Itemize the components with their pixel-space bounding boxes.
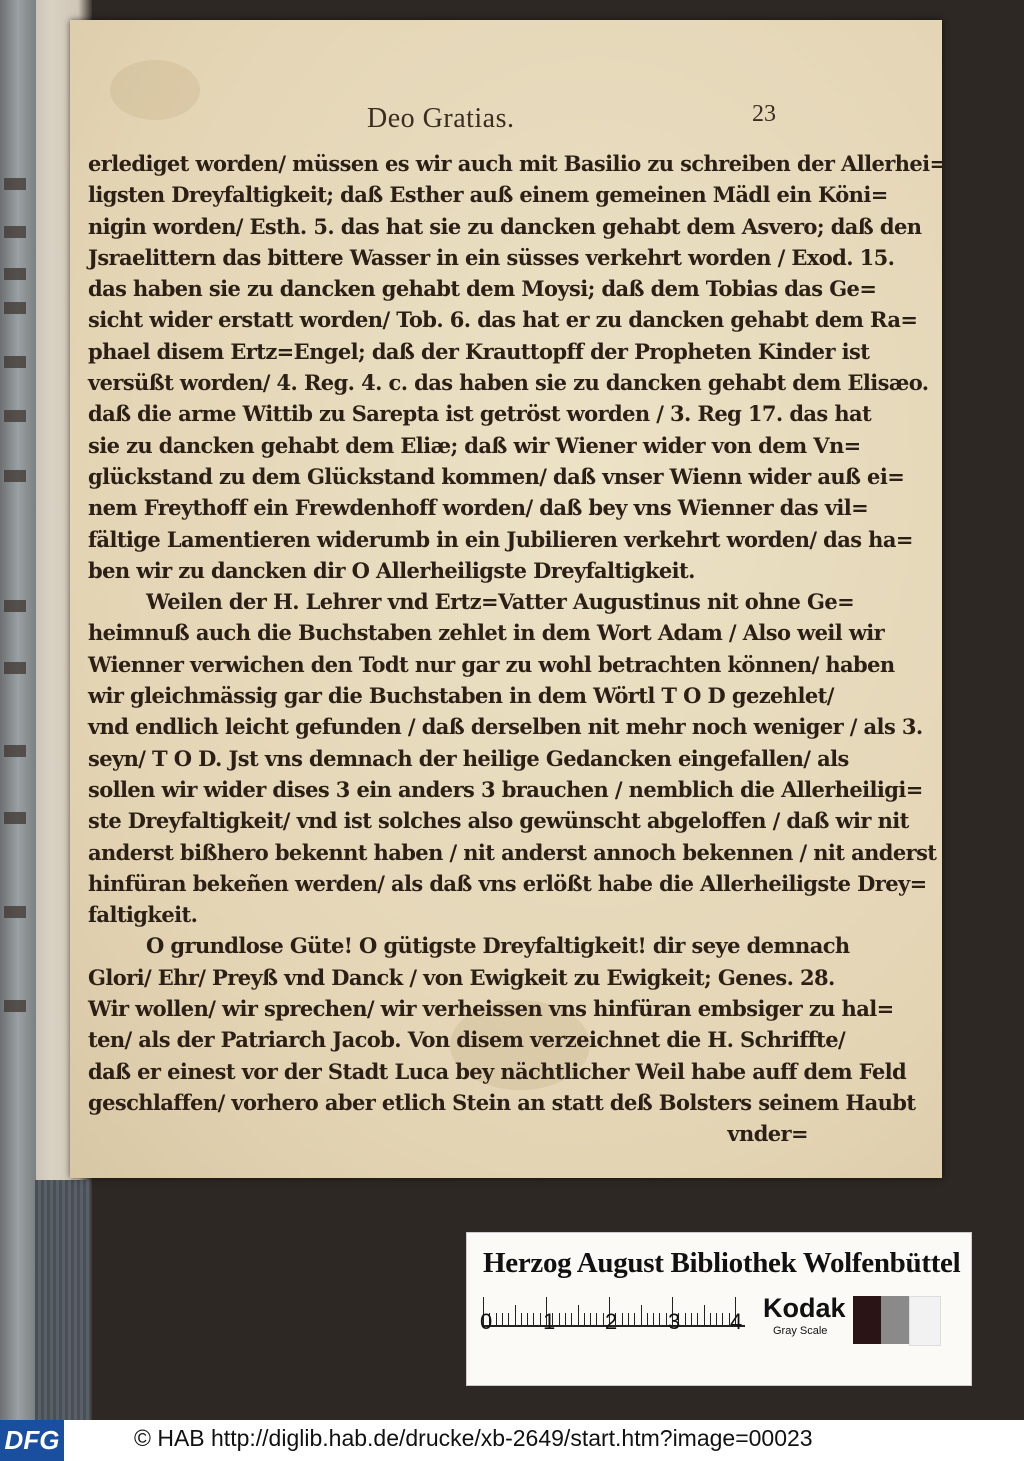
ruler-tick [653, 1313, 654, 1327]
gray-patch-mid [881, 1296, 909, 1344]
text-line: Jsraelittern das bittere Wasser in ein süsses verkehrt worden / Exod. 15. [88, 244, 895, 270]
ruler-tick [540, 1313, 541, 1327]
text-line: faltigkeit. [88, 902, 198, 928]
text-line: Wir wollen/ wir sprechen/ wir verheissen vns hinfüran embsiger zu hal= [88, 996, 894, 1022]
library-label-card [466, 1232, 972, 1386]
text-line: Glori/ Ehr/ Preyß vnd Danck / von Ewigkeit zu Ewigkeit; Genes. 28. [88, 964, 835, 990]
ruler-tick [533, 1313, 534, 1327]
ruler-tick [691, 1313, 692, 1327]
text-line: ligsten Dreyfaltigkeit; daß Esther auß einem gemeinen Mädl ein Köni= [88, 182, 888, 208]
ruler-number: 3 [668, 1309, 681, 1334]
ruler-tick [508, 1313, 509, 1327]
text-line: fältige Lamentieren widerumb in ein Jubilieren verkehrt worden/ das ha= [88, 526, 913, 552]
facing-page-text-fragment [4, 302, 26, 314]
catchword: vnder= [727, 1121, 808, 1147]
ruler-tick [622, 1313, 623, 1327]
text-line: O grundlose Güte! O gütigste Dreyfaltigkeit! dir seye demnach [146, 933, 850, 959]
ruler-tick [659, 1313, 660, 1327]
facing-page-text-fragment [4, 356, 26, 368]
text-line: nigin worden/ Esth. 5. das hat sie zu dancken gehabt dem Asvero; daß den [88, 213, 922, 239]
ruler-tick [716, 1313, 717, 1327]
ruler-tick [578, 1305, 579, 1327]
ruler-number: 0 [480, 1309, 493, 1334]
text-line: ben wir zu dancken dir O Allerheiligste Dreyfaltigkeit. [88, 557, 695, 583]
ruler-tick [697, 1313, 698, 1327]
ruler-number: 1 [543, 1309, 556, 1334]
ruler-tick [722, 1313, 723, 1327]
facing-page-text-fragment [4, 268, 26, 280]
ruler-number: 2 [605, 1309, 618, 1334]
library-name: Herzog August Bibliothek Wolfenbüttel [483, 1247, 961, 1279]
text-line: geschlaffen/ vorhero aber etlich Stein an statt deß Bolsters seinem Haubt [88, 1089, 916, 1115]
facing-page-text-fragment [4, 410, 26, 422]
ruler-tick [647, 1313, 648, 1327]
text-line: daß er einest vor der Stadt Luca bey nächtlicher Weil habe auff dem Feld [88, 1058, 907, 1084]
text-line: sicht wider erstatt worden/ Tob. 6. das hat er zu dancken gehabt dem Ra= [88, 307, 918, 333]
ruler-number: 4 [730, 1309, 743, 1334]
facing-page-text-fragment [4, 470, 26, 482]
text-line: wir gleichmässig gar die Buchstaben in dem Wörtl T O D gezehlet/ [88, 683, 834, 709]
text-line: das haben sie zu dancken gehabt dem Moysi; daß dem Tobias das Ge= [88, 276, 877, 302]
facing-page-text-fragment [4, 812, 26, 824]
running-header: Deo Gratias. [367, 103, 515, 134]
text-line: vnd endlich leicht gefunden / daß derselben nit mehr noch weniger / als 3. [88, 714, 923, 740]
text-line: sie zu dancken gehabt dem Eliæ; daß wir Wiener wider von dem Vn= [88, 432, 861, 458]
copyright-credit: © HAB http://diglib.hab.de/drucke/xb-2649/start.htm?image=00023 [134, 1425, 813, 1451]
ruler-tick [603, 1313, 604, 1327]
facing-page-text-fragment [4, 226, 26, 238]
ruler-tick [571, 1313, 572, 1327]
text-line: phael disem Ertz=Engel; daß der Krauttopff der Propheten Kinder ist [88, 338, 870, 364]
text-line: ste Dreyfaltigkeit/ vnd ist solches also gewünscht abgeloffen / daß wir nit [88, 808, 909, 834]
body-text [88, 148, 947, 1150]
text-line: sollen wir wider dises 3 ein anders 3 brauchen / nemblich die Allerheiligi= [88, 776, 923, 802]
text-line: versüßt worden/ 4. Reg. 4. c. das haben sie zu dancken gehabt dem Elisæo. [88, 370, 929, 396]
ruler-tick [496, 1313, 497, 1327]
text-line: nem Freythoff ein Frewdenhoff worden/ daß bey vns Wienner das vil= [88, 495, 869, 521]
ruler-tick [628, 1313, 629, 1327]
text-line: daß die arme Wittib zu Sarepta ist getröst worden / 3. Reg 17. das hat [88, 401, 872, 427]
ruler-tick [596, 1313, 597, 1327]
ruler-tick [641, 1305, 642, 1327]
ruler-tick [710, 1313, 711, 1327]
facing-page-text-fragment [4, 745, 26, 757]
ruler-tick [704, 1305, 705, 1327]
ruler-tick [685, 1313, 686, 1327]
ruler-tick [502, 1313, 503, 1327]
text-line: anderst bißhero bekennt haben / nit anderst annoch bekennen / nit anderst [88, 839, 937, 865]
gray-patch-white [909, 1296, 941, 1346]
ruler-tick [521, 1313, 522, 1327]
ruler-tick [559, 1313, 560, 1327]
page-number: 23 [752, 101, 776, 127]
text-line: glückstand zu dem Glückstand kommen/ daß vnser Wienn wider auß ei= [88, 463, 905, 489]
text-line: Wienner verwichen den Todt nur gar zu wohl betrachten können/ haben [88, 651, 895, 677]
facing-page-text-fragment [4, 600, 26, 612]
ruler-tick [565, 1313, 566, 1327]
gray-patch-black [853, 1296, 881, 1344]
text-line: heimnuß auch die Buchstaben zehlet in dem Wort Adam / Also weil wir [88, 620, 885, 646]
text-line: erlediget worden/ müssen es wir auch mit Basilio zu schreiben der Allerhei= [88, 151, 947, 176]
facing-page-text-fragment [4, 662, 26, 674]
gray-scale-label: Gray Scale [773, 1325, 828, 1337]
dfg-logo: DFG [0, 1420, 64, 1461]
text-line: Weilen der H. Lehrer vnd Ertz=Vatter Augustinus nit ohne Ge= [146, 589, 855, 615]
kodak-logo: Kodak [763, 1293, 846, 1323]
binding-cloth [35, 1180, 90, 1420]
paper-stain [110, 60, 200, 120]
facing-page-text-fragment [4, 178, 26, 190]
facing-page-margin [0, 0, 36, 1420]
ruler-tick [584, 1313, 585, 1327]
ruler-tick [634, 1313, 635, 1327]
ruler-tick [666, 1313, 667, 1327]
text-line: ten/ als der Patriarch Jacob. Von disem verzeichnet die H. Schriffte/ [88, 1027, 846, 1053]
ruler-tick [527, 1313, 528, 1327]
facing-page-text-fragment [4, 906, 26, 918]
ruler-tick [515, 1305, 516, 1327]
facing-page-text-fragment [4, 1000, 26, 1012]
text-line: seyn/ T O D. Jst vns demnach der heilige Gedancken eingefallen/ als [88, 745, 849, 771]
text-line: hinfüran bekeñen werden/ als daß vns erlößt habe die Allerheiligste Drey= [88, 870, 927, 896]
ruler-tick [590, 1313, 591, 1327]
